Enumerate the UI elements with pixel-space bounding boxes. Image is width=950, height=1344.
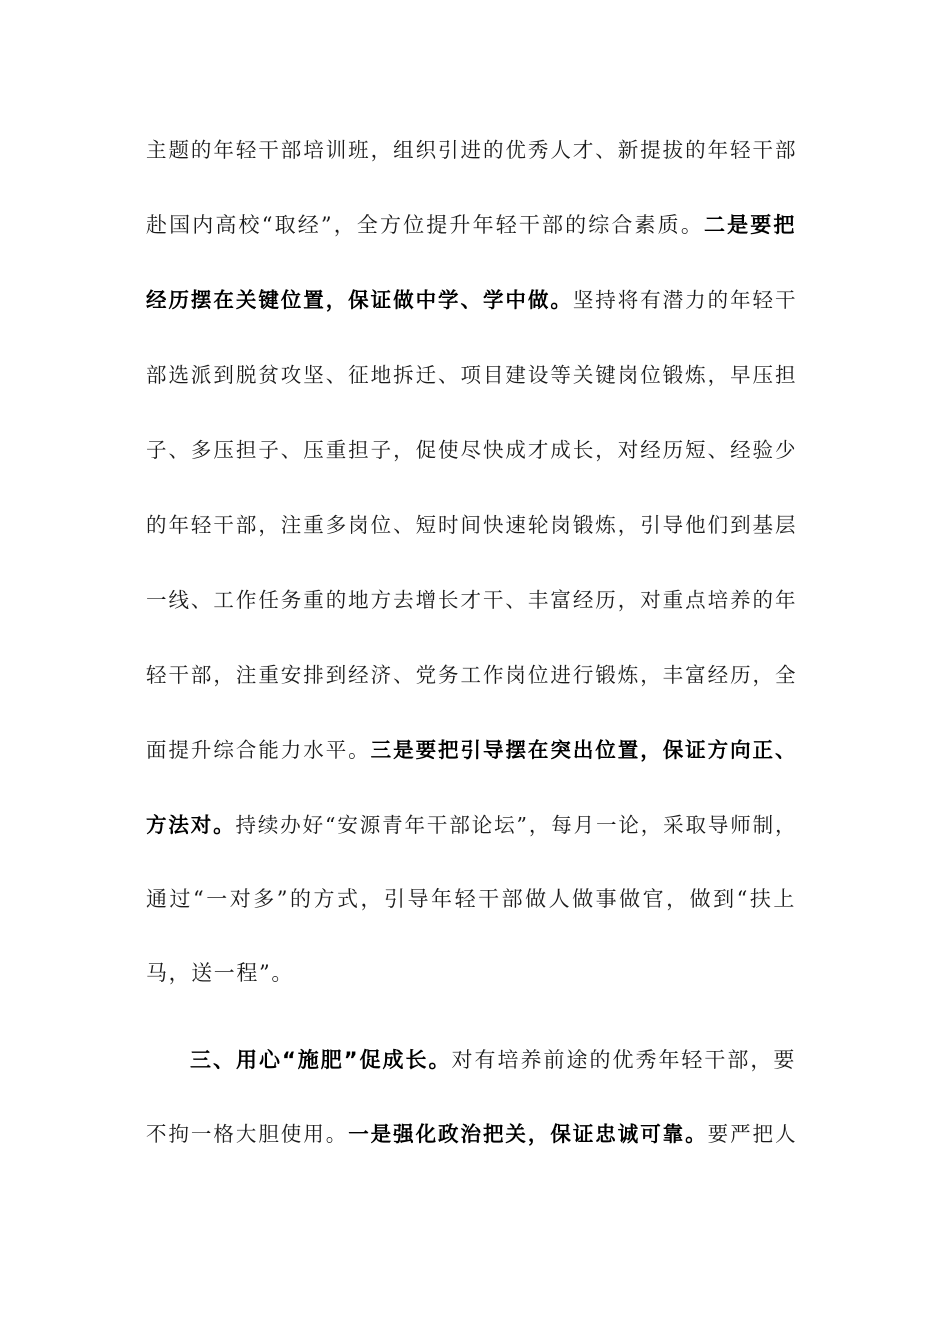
- text-segment: 不拘一格大胆使用。: [146, 1122, 349, 1146]
- text-segment: 要严把人: [707, 1122, 797, 1146]
- text-line: [146, 280, 796, 320]
- text-line: [146, 505, 796, 545]
- text-line: [146, 953, 796, 993]
- section-heading-segment: 三、用心“施肥”促成长。: [190, 1048, 452, 1072]
- bold-heading-segment: 经历摆在关键位置，保证做中学、学中做。: [146, 288, 573, 312]
- text-segment: 的年轻干部，注重多岗位、短时间快速轮岗锻炼，引导他们到基层: [146, 513, 796, 537]
- text-line: [190, 1040, 796, 1080]
- text-line: [146, 1114, 796, 1154]
- text-segment: 一线、工作任务重的地方去增长才干、丰富经历，对重点培养的年: [146, 588, 796, 612]
- text-line: [146, 580, 796, 620]
- text-segment: 对有培养前途的优秀年轻干部，要: [451, 1048, 796, 1072]
- text-line: [146, 805, 796, 845]
- text-line: [146, 655, 796, 695]
- text-line: [146, 879, 796, 919]
- text-segment: 马，送一程”。: [146, 961, 294, 985]
- text-segment: 主题的年轻干部培训班，组织引进的优秀人才、新提拔的年轻干部: [146, 138, 796, 162]
- text-segment: 坚持将有潜力的年轻干: [572, 288, 797, 312]
- text-line: [146, 355, 796, 395]
- text-line: [146, 130, 796, 170]
- text-segment: 面提升综合能力水平。: [146, 738, 371, 762]
- text-segment: 轻干部，注重安排到经济、党务工作岗位进行锻炼，丰富经历，全: [146, 663, 796, 687]
- text-segment: 部选派到脱贫攻坚、征地拆迁、项目建设等关键岗位锻炼，早压担: [146, 363, 796, 387]
- text-segment: 持续办好“安源青年干部论坛”，每月一论，采取导师制，: [235, 813, 796, 837]
- text-segment: 通过“一对多”的方式，引导年轻干部做人做事做官，做到“扶上: [146, 887, 796, 911]
- bold-heading-segment: 一是强化政治把关，保证忠诚可靠。: [348, 1122, 708, 1146]
- text-segment: 赴国内高校“取经”，全方位提升年轻干部的综合素质。: [146, 213, 704, 237]
- bold-heading-segment: 三是要把引导摆在突出位置，保证方向正、: [370, 738, 797, 762]
- bold-heading-segment: 方法对。: [146, 813, 236, 837]
- bold-heading-segment: 二是要把: [703, 213, 796, 237]
- text-line: [146, 730, 796, 770]
- text-segment: 子、多压担子、压重担子，促使尽快成才成长，对经历短、经验少: [146, 438, 796, 462]
- text-line: [146, 430, 796, 470]
- text-line: [146, 205, 796, 245]
